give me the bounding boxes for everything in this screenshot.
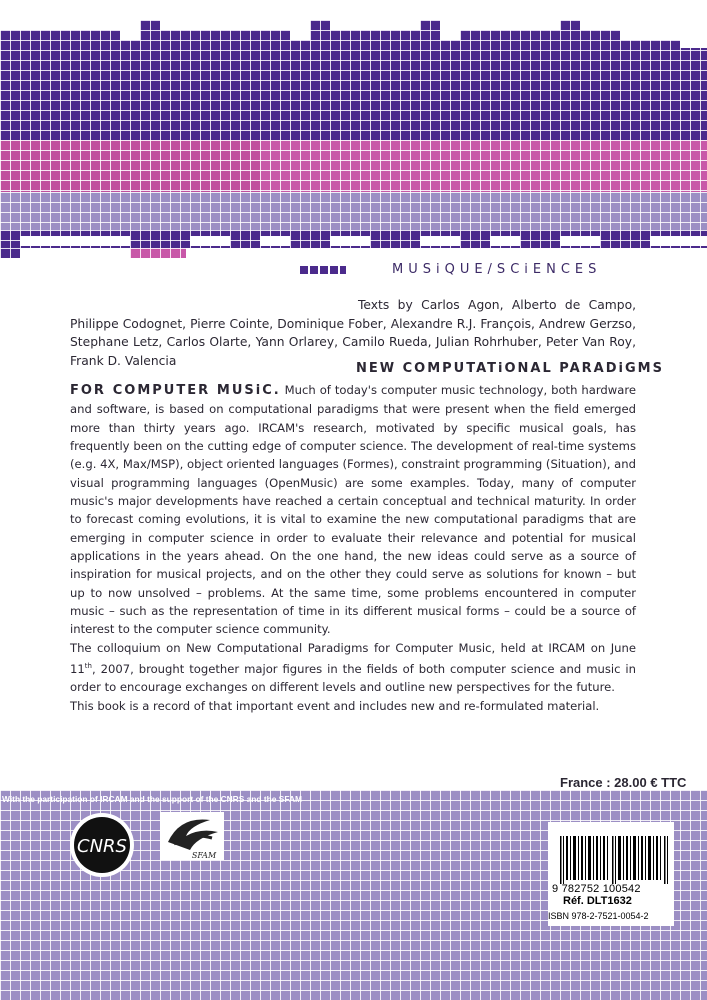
barcode-icon bbox=[560, 836, 670, 884]
book-title-line-2: FOR COMPUTER MUSiC. bbox=[70, 383, 281, 398]
participation-note: With the participation of IRCAM and the support of the CNRS and the SFAM bbox=[2, 794, 303, 804]
cnrs-logo bbox=[70, 813, 134, 877]
series-marker bbox=[300, 266, 346, 274]
sfam-logo bbox=[160, 812, 224, 860]
header-grid-pink-dark bbox=[0, 140, 260, 192]
body-paragraph-2-superscript: th bbox=[84, 662, 92, 671]
barcode-panel bbox=[548, 822, 674, 926]
book-title-line-1: NEW COMPUTATiONAL PARADiGMS bbox=[356, 361, 664, 376]
barcode-digits: 9 782752 100542 bbox=[552, 883, 641, 895]
sfam-logo-text: SFAM bbox=[191, 851, 217, 860]
authors-text: Texts by Carlos Agon, Alberto de Campo, Philippe Codognet, Pierre Cointe, Dominique Fober, Alexandre R.J. François, Andrew Gerzso, Stephane Letz, Carlos Olarte, Yann Orlarey, Camilo Rueda, Julian Rohrhuber, Peter Van Roy, Frank D. Valencia bbox=[70, 298, 636, 368]
header-grid-notches bbox=[0, 0, 707, 48]
body-paragraph-2 bbox=[70, 639, 636, 697]
body-paragraph-2-text-a: The colloquium on New Computational Paradigms for Computer Music, held at IRCAM on June 11 bbox=[70, 640, 636, 677]
body-paragraph-3: This book is a record of that important event and includes new and re-formulated material. bbox=[70, 698, 600, 713]
body-paragraph-1-text: Much of today's computer music technology, both hardware and software, is based on computational paradigms that were present when the field emerged more than thirty years ago. IRCAM's research, motivated by specific musical goals, has frequently been on the cutting edge of computer science. The development of real-time systems (e.g. 4X, Max/MSP), object oriented languages (Formes), constraint programming (Situation), and visual programming languages (OpenMusic) are some examples. Today, many of computer music's major developments have reached a certain conceptual and technical maturity. In order to forecast coming evolutions, it is vital to examine the new computational paradigms that are emerging in computer science in order to evaluate their relevance and potential for musical applications in the years ahead. On the one hand, the new ideas could serve as a source of inspiration for musical projects, and on the other they could serve as solutions for known – but up to now unsolved – problems. At the same time, some problems encountered in computer music – such as the representation of time in its different musical forms – could be a source of interest to the computer science community. bbox=[70, 383, 637, 637]
isbn-number: ISBN 978-2-7521-0054-2 bbox=[548, 911, 649, 921]
body-paragraph-2-text-b: , 2007, brought together major figures in the fields of both computer science and music in order to encourage exchanges on different levels and outline new perspectives for the future. bbox=[70, 662, 636, 695]
cnrs-logo-icon bbox=[72, 815, 132, 875]
price-label: France : 28.00 € TTC bbox=[560, 775, 687, 790]
sfam-logo-icon bbox=[160, 812, 224, 860]
body-text bbox=[70, 381, 636, 715]
header-grid-lilac bbox=[0, 192, 707, 230]
body-paragraph-1 bbox=[70, 381, 636, 639]
reference-number: Réf. DLT1632 bbox=[563, 895, 632, 907]
cnrs-logo-text: CNRS bbox=[77, 836, 127, 857]
series-label: MUSiQUE/SCiENCES bbox=[392, 262, 602, 277]
